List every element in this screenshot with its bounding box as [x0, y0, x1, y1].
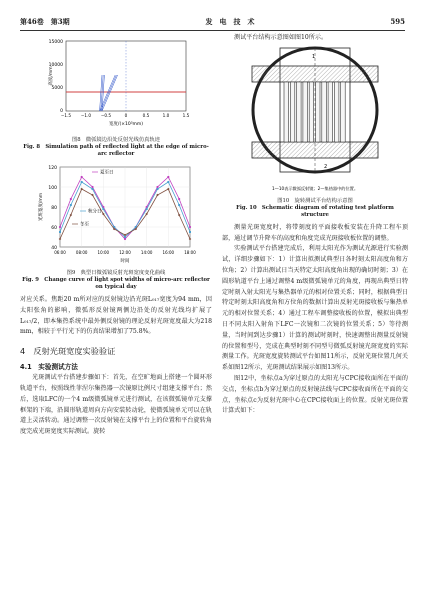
right-paragraph-1: 测量光斑宽度时，将带刻度的平面接收板安装在升降工程车顶部，通过调节升降车的高度和角度完成光斑接收板位置的调整。 — [222, 223, 408, 242]
mirror-strip — [309, 82, 314, 142]
fig8-y-axis-label: 高度/mm — [49, 66, 54, 86]
fig8-chart — [20, 33, 212, 133]
page-number: 595 — [390, 17, 405, 26]
fig9-y-tick: 120 — [48, 166, 57, 171]
fig9-y-tick: 100 — [48, 186, 57, 191]
fig9-point — [189, 238, 192, 241]
fig9-point — [81, 176, 83, 178]
fig10-caption-en: Fig. 10 Schematic diagram of rotating test platform structure — [236, 204, 394, 218]
mirror-strip — [322, 82, 327, 142]
fig9-point — [146, 208, 148, 210]
fig9-legend-summer: 夏至日 — [100, 170, 114, 176]
left-column — [20, 33, 212, 438]
fig8-y-tick: 0 — [60, 109, 63, 114]
fig9-y-ticks — [48, 165, 57, 251]
fig9-point — [178, 214, 181, 217]
fig9-y-axis-label: 光斑宽度/mm — [39, 192, 44, 222]
fig10-label-2: 2 — [324, 163, 328, 170]
right-column — [222, 33, 408, 417]
fig9-x-tick: 10:00 — [97, 250, 110, 255]
fig9-point — [59, 231, 61, 233]
fig10-diagram — [222, 44, 408, 194]
fig9-x-tick: 08:00 — [75, 250, 88, 255]
fig9-legend-autumn: 秋分日 — [88, 209, 102, 215]
fig8-ray — [102, 75, 118, 111]
mirror-strip — [316, 82, 321, 142]
fig8-y-tick: 5000 — [51, 86, 63, 91]
fig9-point — [167, 181, 169, 183]
mirror-strip — [334, 82, 339, 142]
fig10-caption-cn: 图10 旋转测试平台结构示意图 — [277, 197, 353, 204]
running-header — [20, 17, 405, 27]
header-rule — [20, 30, 405, 31]
fig9-point — [124, 238, 126, 240]
fig9-x-tick: 12:00 — [119, 250, 131, 255]
fig9-point — [102, 208, 104, 210]
fig8-caption-cn: 图8 微弧镜边沿处反射光线仿真轨迹 — [71, 137, 161, 143]
right-paragraph-0: 测试平台结构示意图如图10所示。 — [234, 34, 328, 41]
fig9-x-ticks — [54, 250, 196, 255]
fig8-rays — [100, 75, 118, 111]
fig9-point — [91, 186, 93, 188]
fig9-chart — [20, 161, 212, 266]
fig9-point — [59, 238, 62, 241]
fig10-label-1: 1 — [312, 53, 316, 60]
mirror-strip — [303, 82, 308, 142]
mirror-strip — [284, 82, 289, 142]
right-paragraph-2: 实验测试平台搭建完成后，利用太阳光作为测试光源进行实验测试，详细步骤如下：1）计算出拟测试典型日各时刻太阳高度角和方位角；2）计算出测试日当天特定太阳高度角出现的确切时刻；3）在圆形轨道平台上通过调整4 m级微弧镜单元的角度，再现出典型日特定时刻入射太阳光与集热器单元的相对位置关系；同时，根据典型日特定时刻太阳高度角和方位角的数据计算出反射光斑接收板与集热单元的相对位置关系；4）通过工程车调整接收板的位置，模拟出典型日不同太阳入射角下LFC一次镜和二次镜的位置关系；5）等待测量，当时间到达步骤1）计算的测试时刻时，快速调整出测量反射镜的位置和型号，完成在典型时刻不同型号微弧反射镜光斑宽度的实际测量工作。光斑宽度旋转测试平台如图11所示，反射光斑位置几何关系如图12所示，光斑测试结果展示如图13所示。 — [222, 245, 408, 372]
fig9-point — [189, 231, 191, 233]
fig9-caption-cn: 图9 典型日微弧镜反射光斑宽度变化曲线 — [66, 270, 166, 276]
fig9-x-axis-label: 时间 — [120, 259, 130, 264]
fig9-x-tick: 06:00 — [54, 250, 66, 255]
fig9-y-tick: 40 — [51, 246, 57, 251]
fig9-point — [167, 176, 169, 178]
fig8-x-tick: 0.5 — [142, 113, 150, 118]
mirror-strip — [328, 82, 333, 142]
fig8-x-tick: −1.5 — [60, 113, 72, 118]
fig9-point — [70, 198, 72, 200]
fig9-point — [70, 214, 73, 217]
fig8-x-tick: 1.5 — [182, 113, 190, 118]
fig8-ray — [100, 75, 102, 111]
fig8-x-tick: 0 — [124, 113, 128, 118]
fig9-point — [178, 204, 180, 206]
fig9-point — [157, 188, 159, 190]
fig9-point — [70, 204, 72, 206]
fig8-y-tick: 15000 — [48, 40, 63, 45]
fig8-x-tick: −1.0 — [80, 113, 92, 118]
fig9-y-tick: 60 — [51, 226, 57, 231]
fig8-x-tick: 1.0 — [162, 113, 170, 118]
journal-name: 发 电 技 术 — [205, 17, 255, 26]
fig9-x-tick: 18:00 — [184, 250, 196, 255]
fig9-point — [156, 186, 158, 188]
mirror-strip — [290, 82, 295, 142]
section-4-1-title: 4.1 实验测试方法 — [20, 363, 78, 372]
fig10-legend: 1—10表示微弧反射镜；2—集热器中的位置。 — [271, 185, 359, 191]
fig9-point — [178, 198, 180, 200]
fig8-x-tick: −0.5 — [100, 113, 112, 118]
left-paragraph-2: 光斑测试平台搭建步骤如下：首先，在空旷地面上搭建一个圆环形轨道平台，按照线性菲涅尔集热器一次镜原比例尺寸组建支撑平台；然后，选取LFC的一个4 m级微弧镜单元进行测试，在该微弧镜单元支撑框架的下端，沿圆形轨道周向方向安装转动轮，使微弧镜单元可以在轨道上灵活转动。通过调整一次反射镜在支撑平台上的位置和平台旋转角度完成光斑宽度实际测试。旋转 — [20, 374, 212, 436]
fig8-caption-en: Fig. 8 Simulation path of reflected light at the edge of micro-arc reflector — [23, 144, 209, 157]
fig9-point — [81, 181, 83, 183]
left-paragraph-1: 对应关系。焦距20 m所对应的反射镜边沿光斑L₀₁₇宽度为94 mm，因太阳张角的影响，微弧形反射镜两侧边沿处的反射光线均扩展了L₀₁₇/2，即本集热系统中最外侧反射镜的理论反射光斑宽度最大为218 mm，相较于平行光下的仿真结果增加了75.8%。 — [20, 296, 212, 336]
mirror-strip — [297, 82, 302, 142]
section-4-title: 4 反射光斑宽度实验验证 — [20, 346, 116, 357]
fig8-x-axis-label: 宽度/(×10³mm) — [108, 122, 144, 127]
fig9-legend-winter: 冬至 — [80, 222, 89, 228]
fig9-x-tick: 16:00 — [162, 250, 175, 255]
fig8-y-tick: 10000 — [48, 63, 63, 68]
fig9-caption-en: Fig. 9 Change curve of light spot widths of micro-arc reflector on typical day — [22, 277, 210, 290]
fig8-x-ticks — [61, 113, 190, 118]
right-paragraph-3: 图12中，坐标点a为穿过原点的太阳光与CPC接收面所在平面的交点，坐标点b为穿过原点的反射镜法线与CPC接收面所在平面的交点，坐标点c为反射光斑中心在CPC接收面上的位置。反射光斑位置计算式如下： — [222, 374, 408, 415]
fig9-x-tick: 14:00 — [140, 250, 153, 255]
fig9-point — [59, 226, 61, 228]
issue-label: 第46卷 第3期 — [20, 17, 70, 26]
fig9-y-tick: 80 — [51, 206, 57, 211]
fig9-point — [92, 188, 94, 190]
mirror-strip — [341, 82, 346, 142]
fig9-point — [189, 226, 191, 228]
